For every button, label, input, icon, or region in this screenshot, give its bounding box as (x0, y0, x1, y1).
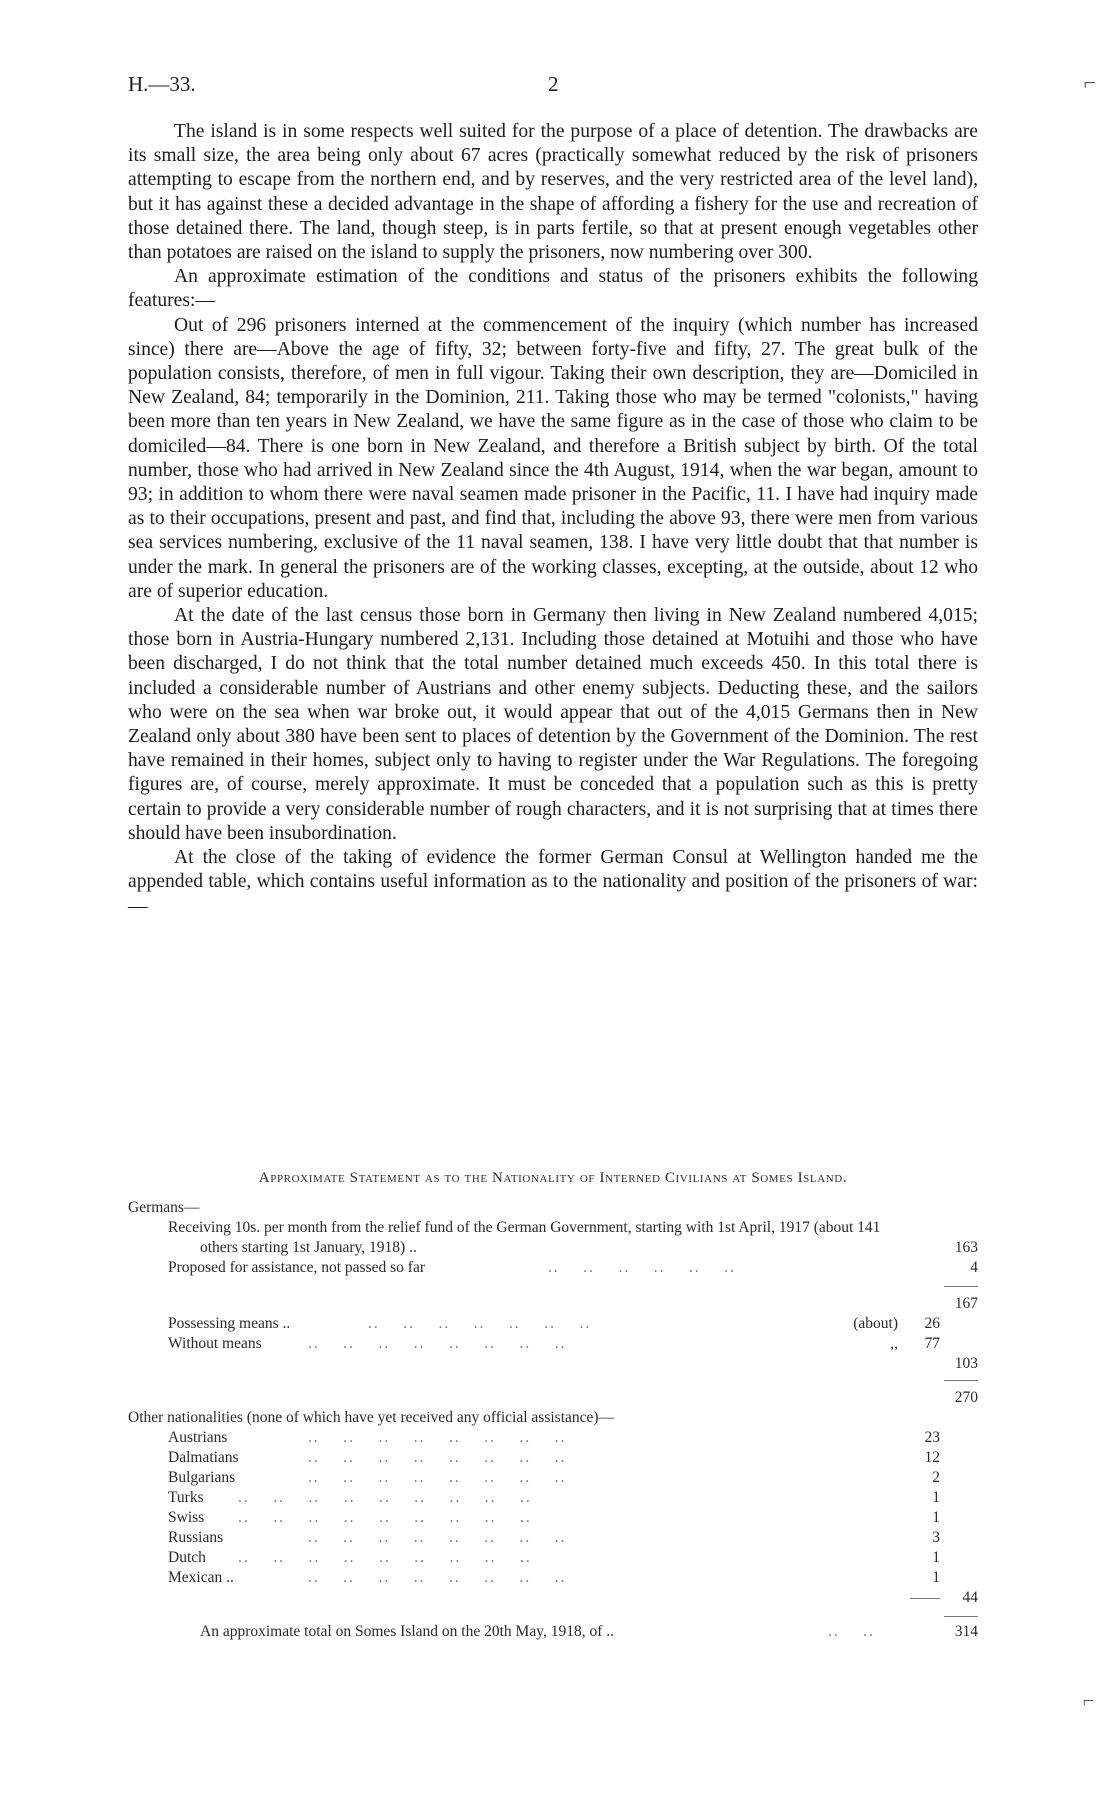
nationality-name: Mexican .. (168, 1569, 234, 1586)
leader-dots: .. .. .. .. .. .. .. .. (308, 1529, 567, 1546)
grand-total-label: An approximate total on Somes Island on the 20th May, 1918, of .. (200, 1623, 614, 1640)
leader-dots: .. .. .. .. .. .. .. .. (308, 1469, 567, 1486)
nationality-count: 2 (932, 1469, 940, 1486)
nationality-count: 1 (932, 1489, 940, 1506)
nationality-name: Dutch (168, 1549, 206, 1566)
table-row (128, 1198, 978, 1218)
paragraph: The island is in some respects well suited for the purpose of a place of detention. The drawbacks are its small size, the area being only about 67 acres (practically somewhat reduced by the risk of prisoners attempting to escape from the northern end, and by reserves, and the very restricted area of the level land), but it has against these a decided advantage in the shape of affording a fishery for the use and recreation of those detained there. The land, though steep, is in parts fertile, so that at present enough vegetables other than potatoes are raised on the island to supply the prisoners, now numbering over 300. (128, 121, 978, 264)
table-row (128, 1218, 978, 1258)
nationality-name: Turks (168, 1489, 204, 1506)
list-item (128, 1468, 978, 1488)
nationality-count: 1 (932, 1549, 940, 1566)
table-row (128, 1354, 978, 1374)
table-row (128, 1374, 978, 1388)
nationality-count: 1 (932, 1569, 940, 1586)
row-value: 77 (924, 1335, 940, 1352)
leader-dots: .. .. .. .. .. .. .. .. (308, 1449, 567, 1466)
paragraph: Out of 296 prisoners interned at the commencement of the inquiry (which number has increased since) there are—Above the age of fifty, 32; between forty-five and fifty, 27. The great bulk of the population consists, therefore, of men in full vigour. Taking their own description, they are—Domiciled in New Zealand, 84; temporarily in the Dominion, 211. Taking those who may be termed "colonists," having been more than ten years in New Zealand, we have the same figure as in the case of those who claim to be domiciled—84. There is one born in New Zealand, and therefore a British subject by birth. Of the total number, those who had arrived in New Zealand since the 4th August, 1914, when the war began, amount to 93; in addition to whom there were naval seamen made prisoner in the Pacific, 11. I have had inquiry made as to their occupations, present and past, and find that, including the above 93, there were men from various sea services numbering, exclusive of the 11 naval seamen, 138. I have very little doubt that that number is under the mark. In general the prisoners are of the working classes, excepting, at the outside, about 12 who are of superior education. (128, 314, 978, 602)
leader-dots: .. .. .. .. .. .. .. .. .. (238, 1549, 532, 1566)
leader-dots: .. .. (828, 1623, 875, 1640)
others-total-value: 44 (962, 1589, 978, 1606)
leader-dots: .. .. .. .. .. .. .. (368, 1315, 592, 1332)
nationality-count: 12 (924, 1449, 940, 1466)
paragraph: At the close of the taking of evidence the former German Consul at Wellington handed me the appended table, which contains useful information as to the nationality and position of the prisoners of war:— (128, 847, 978, 917)
document-reference: H.—33. (128, 72, 196, 96)
table-row (128, 1408, 978, 1428)
table-row (128, 1314, 978, 1334)
table-row (128, 1258, 978, 1278)
page-number: 2 (548, 72, 559, 96)
paragraph: An approximate estimation of the conditions and status of the prisoners exhibits the following features:— (128, 266, 978, 312)
table-title: Approximate Statement as to the Nationality of Interned Civilians at Somes Island. (258, 1170, 848, 1186)
leader-dots: .. .. .. .. .. .. .. .. (308, 1569, 567, 1586)
nationality-name: Bulgarians (168, 1469, 236, 1486)
row-label: Without means (168, 1335, 262, 1352)
row-qualifier: ,, (890, 1335, 898, 1352)
nationality-name: Swiss (168, 1509, 205, 1526)
table-row (128, 1388, 978, 1408)
table-row (128, 1588, 978, 1608)
section-label: Germans— (128, 1199, 200, 1216)
row-label: Proposed for assistance, not passed so far (168, 1259, 425, 1276)
leader-dots: .. .. .. .. .. .. .. .. .. (238, 1489, 532, 1506)
row-value: 4 (970, 1259, 978, 1276)
nationality-statement-table (128, 1168, 978, 1642)
row-label: Possessing means .. (168, 1315, 291, 1332)
section-label: Other nationalities (none of which have yet received any official assistance)— (128, 1409, 615, 1426)
nationality-name: Dalmatians (168, 1449, 239, 1466)
sum-rule (944, 1286, 978, 1287)
table-row (128, 1294, 978, 1314)
row-qualifier: (about) (853, 1315, 898, 1332)
table-row (128, 1334, 978, 1354)
leader-dots: .. .. .. .. .. .. (548, 1259, 736, 1276)
nationality-count: 23 (924, 1429, 940, 1446)
table-row (128, 1608, 978, 1622)
row-label: Receiving 10s. per month from the relief fund of the German Government, starting with 1st April, 1917 (about 141 others starting 1st January, 1918) .. (168, 1219, 881, 1256)
list-item (128, 1448, 978, 1468)
leader-dots: .. .. .. .. .. .. .. .. (308, 1335, 567, 1352)
list-item (128, 1548, 978, 1568)
subtotal-value: 167 (954, 1295, 978, 1312)
paragraph: At the date of the last census those born in Germany then living in New Zealand numbered 4,015; those born in Austria-Hungary numbered 2,131. Including those detained at Motuihi and those who have been discharged, I do not think that the total number detained much exceeds 450. In this total there is included a considerable number of Austrians and other enemy subjects. Deducting these, and the sailors who were on the sea when war broke out, it would appear that out of the 4,015 Germans then in New Zealand only about 380 have been sent to places of detention by the Government of the Dominion. The rest have remained in their homes, subject only to having to register under the War Regulations. The foregoing figures are, of course, merely approximate. It must be conceded that a population such as this is pretty certain to provide a very considerable number of rough characters, and it is not surprising that at times there should have been insubordination. (128, 605, 978, 844)
leader-dots: .. .. .. .. .. .. .. .. .. (238, 1509, 532, 1526)
sum-rule (944, 1616, 978, 1617)
table-row (128, 1622, 978, 1642)
list-item (128, 1568, 978, 1588)
list-item (128, 1508, 978, 1528)
leader-dots: .. .. .. .. .. .. .. .. (308, 1429, 567, 1446)
germans-total-value: 270 (954, 1389, 978, 1406)
row-value: 163 (954, 1239, 978, 1256)
nationality-count: 1 (932, 1509, 940, 1526)
margin-mark-icon: ⌐ (1082, 1690, 1094, 1712)
body-text (128, 120, 978, 919)
sum-rule (944, 1380, 978, 1381)
list-item (128, 1528, 978, 1548)
margin-mark-icon: ⌐ (1083, 70, 1096, 95)
list-item (128, 1488, 978, 1508)
other-nationalities-list (128, 1428, 978, 1588)
table-row (128, 1278, 978, 1294)
nationality-name: Austrians (168, 1429, 228, 1446)
list-item (128, 1428, 978, 1448)
grand-total-value: 314 (954, 1623, 978, 1640)
subtotal-value: 103 (954, 1355, 978, 1372)
nationality-name: Russians (168, 1529, 224, 1546)
row-value: 26 (924, 1315, 940, 1332)
nationality-count: 3 (932, 1529, 940, 1546)
